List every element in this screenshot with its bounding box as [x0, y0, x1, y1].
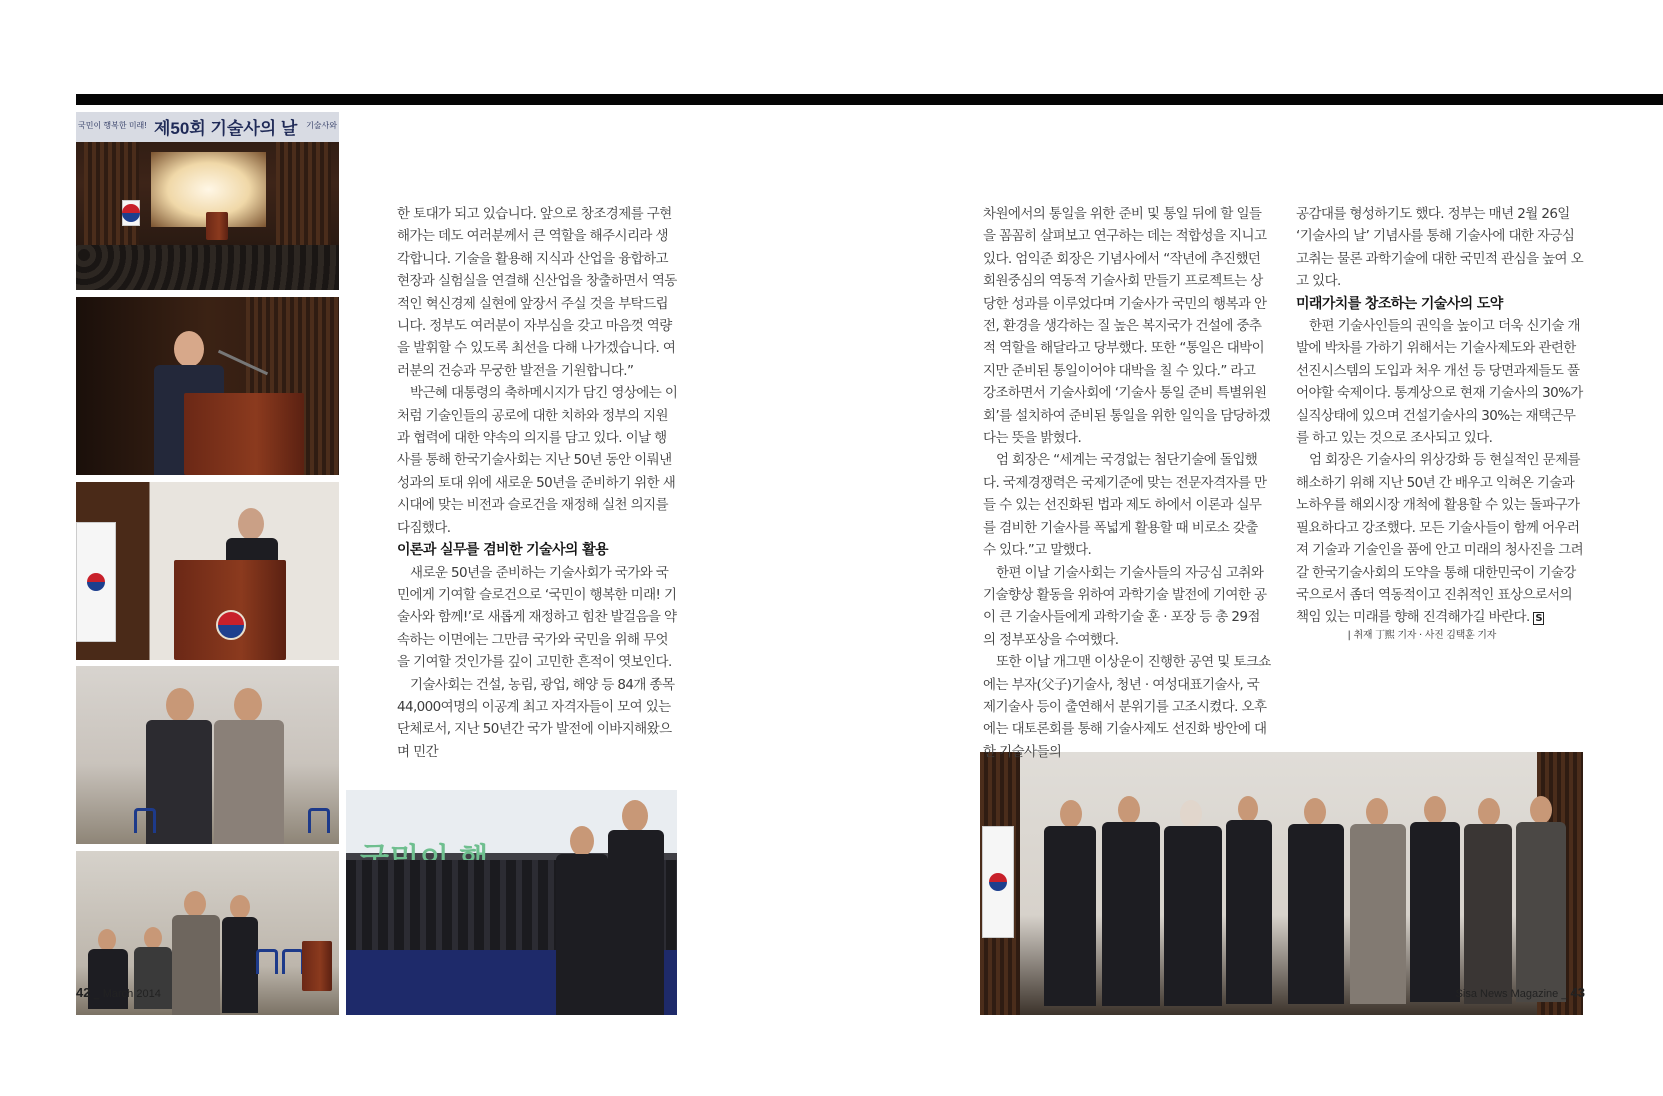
- panelist-suit: [88, 949, 128, 1009]
- speaker-head: [238, 508, 264, 540]
- paragraph: 한편 기술사인들의 권익을 높이고 더욱 신기술 개발에 박차를 가하기 위해서는 기술사제도와 관련한 선진시스템의 도입과 처우 개선 등 당면과제들도 풀어야할 숙제이다. 통계상으로 현재 기술사의 30%가 실직상태에 있으며 건설기술사의 30%는 재택근무를 하고 있는 것으로 조사되고 있다.: [1296, 318, 1583, 447]
- text-column-4: [1296, 203, 1584, 629]
- text-column-3: [983, 203, 1271, 763]
- paragraph: 한편 이날 기술사회는 기술사들의 자긍심 고취와 기술향상 활동을 위하여 과학기술 발전에 기여한 공이 큰 기술사들에게 과학기술 훈 · 포장 등 총 29점의 정부포상을 수여했다.: [983, 564, 1267, 648]
- folio-separator: _: [1561, 988, 1568, 1000]
- photo-ceremony-hall: [76, 112, 339, 290]
- head: [1118, 796, 1140, 824]
- photo-national-pledge: [346, 790, 677, 1015]
- banner-title: 제50회 기술사의 날: [154, 119, 298, 138]
- left-folio: [76, 985, 161, 1000]
- head: [1180, 800, 1202, 828]
- photo-group-stage: [980, 752, 1583, 1015]
- flag-icon: [982, 826, 1014, 938]
- host-head: [234, 688, 262, 722]
- top-rule: [76, 94, 1663, 105]
- official-suit: [608, 830, 664, 1015]
- speaker-head: [174, 331, 204, 367]
- head: [1530, 796, 1552, 824]
- paragraph-text: 엄 회장은 기술사의 위상강화 등 현실적인 문제를 해소하기 위해 지난 50년 간 배우고 익혀온 기술과 노하우를 해외시장 개척에 활용할 수 있는 돌파구가 필요하다고 강조했다. 모든 기술사들이 함께 어우러져 기술과 기술인을 품에 안고 미래의 청사진을 그려갈 한국기술사회의 도약을 통해 대한민국이 기술강국으로서 좀더 역동적이고 진취적인 표상으로서의 책임 있는 미래를 향해 진격해가길 바란다.: [1296, 452, 1584, 626]
- official-head: [622, 800, 648, 832]
- paragraph: 기술사회는 건설, 농림, 광업, 해양 등 84개 종목 44,000여명의 이공계 최고 자격자들이 모여 있는 단체로서, 지난 50년간 국가 발전에 이바지해왔으며 민간: [397, 676, 675, 760]
- section-heading: 미래가치를 창조하는 기술사의 도약: [1296, 295, 1503, 312]
- banner-left-fragment: 국민이 행복한 미래!: [78, 121, 147, 130]
- section-heading: 이론과 실무를 겸비한 기술사의 활용: [397, 542, 608, 559]
- chair: [282, 949, 304, 974]
- suit: [1044, 826, 1096, 1006]
- host-head: [230, 895, 250, 919]
- event-banner: [76, 112, 339, 142]
- flag-icon: [76, 522, 116, 642]
- panelist-head: [144, 927, 162, 949]
- right-folio: [1456, 985, 1585, 1000]
- photo-mc-duo: [76, 666, 339, 844]
- host-head: [184, 891, 206, 917]
- paragraph: 새로운 50년을 준비하는 기술사회가 국가와 국민에게 기여할 슬로건으로 ‘국민이 행복한 미래! 기술사와 함께!’로 새롭게 재정하고 힘찬 발걸음을 약속하는 이면에는 그만큼 국가와 국민을 위해 무엇을 기여할 것인가를 깊이 고민한 흔적이 엿보인다.: [397, 564, 677, 671]
- byline-credit: | 취재 丁熙 기자 · 사진 김택훈 기자: [1347, 630, 1496, 641]
- issue-date: March 2014: [102, 988, 161, 1000]
- end-mark: S: [1535, 613, 1542, 625]
- paragraph: 차원에서의 통일을 위한 준비 및 통일 뒤에 할 일들을 꼼꼼히 살펴보고 연구하는 데는 적합성을 지니고 있다. 엄익준 회장은 기념사에서 “작년에 추진했던 회원중심의 역동적 기술사회 만들기 프로젝트는 상당한 성과를 이루었다며 기술사가 국민의 행복과 안전, 환경을 생각하는 질 높은 복지국가 건설에 중추적 역할을 해달라고 당부했다. 또한 “통일은 대박이지만 준비된 통일이어야 대박을 칠 수 있다.” 라고 강조하면서 기술사회에 ‘기술사 통일 준비 특별위원회’를 설치하여 준비된 통일을 위한 일익을 담당하겠다는 뜻을 밝혔다.: [983, 206, 1271, 447]
- paragraph: 한 토대가 되고 있습니다. 앞으로 창조경제를 구현해가는 데도 여러분께서 큰 역할을 해주시리라 생각합니다. 기술을 활용해 지식과 산업을 융합하고 현장과 실험실을 연결해 신산업을 창출하면서 역동적인 혁신경제 실현에 앞장서 주실 것을 부탁드립니다. 정부도 여러분이 자부심을 갖고 마음껏 역량을 발휘할 수 있도록 최선을 다해 나가겠습니다. 여러분의 건승과 무궁한 발전을 기원합니다.”: [397, 206, 677, 379]
- page-number-right: 43: [1570, 985, 1585, 1000]
- suit: [1164, 826, 1222, 1006]
- paragraph: [1296, 449, 1584, 628]
- flag-icon: [122, 200, 140, 226]
- head: [1478, 798, 1500, 826]
- banner-right-fragment: 기술사와: [306, 121, 337, 130]
- chair: [308, 808, 330, 833]
- head: [1238, 796, 1258, 822]
- head: [1304, 798, 1326, 826]
- lectern: [184, 393, 304, 475]
- photo-podium-speaker-2: [76, 482, 339, 660]
- paragraph: 공감대를 형성하기도 했다. 정부는 매년 2월 26일 ‘기술사의 날’ 기념사를 통해 기술사에 대한 자긍심 고취는 물론 과학기술에 대한 국민적 관심을 높여 오고 있다.: [1296, 206, 1584, 290]
- paragraph: 엄 회장은 “세계는 국경없는 첨단기술에 돌입했다. 국제경쟁력은 국제기준에 맞는 전문자격자를 만들 수 있는 선진화된 법과 제도 하에서 이론과 실무를 겸비한 기술사를 폭넓게 활용할 때 비로소 갖출 수 있다.”고 말했다.: [983, 452, 1267, 559]
- page-number-left: 42: [76, 985, 91, 1000]
- host-suit: [214, 720, 284, 844]
- paragraph: 또한 이날 개그맨 이상운이 진행한 공연 및 토크쇼에는 부자(父子)기술사, 청년 · 여성대표기술사, 국제기술사 등이 출연해서 분위기를 고조시켰다. 오후에는 대토론회를 통해 기술사제도 선진화 방안에 대한 기술사들의: [983, 654, 1271, 760]
- host-suit: [172, 915, 220, 1015]
- official-suit: [556, 854, 608, 1015]
- lectern: [302, 941, 332, 991]
- official-head: [570, 826, 594, 856]
- suit: [1350, 824, 1406, 1004]
- host-suit: [222, 917, 258, 1013]
- paragraph: 박근혜 대통령의 축하메시지가 담긴 영상에는 이처럼 기술인들의 공로에 대한 치하와 정부의 지원과 협력에 대한 약속의 의지를 담고 있다. 이날 행사를 통해 한국기술사회는 지난 50년 동안 이뤄낸 성과의 토대 위에 새로운 50년을 준비하기 위한 새 시대에 맞는 비전과 슬로건을 재정해 실천 의지를 다짐했다.: [397, 385, 678, 536]
- head: [1366, 798, 1388, 826]
- suit: [1102, 822, 1160, 1006]
- chair: [256, 949, 278, 974]
- magazine-name: Sisa News Magazine: [1455, 988, 1559, 1000]
- suit: [1410, 822, 1460, 1002]
- text-column-1: [397, 203, 678, 763]
- chair: [134, 808, 156, 833]
- head: [1060, 800, 1082, 828]
- suit: [1226, 820, 1272, 1004]
- lectern: [206, 212, 228, 240]
- suit: [1516, 822, 1566, 1002]
- head: [1424, 796, 1446, 824]
- panelist-head: [98, 929, 116, 951]
- lectern-emblem: [216, 610, 246, 640]
- folio-separator: _: [93, 988, 100, 1000]
- suit: [1464, 824, 1512, 1004]
- photo-speaker-podium: [76, 297, 339, 475]
- suit: [1288, 824, 1344, 1004]
- audience: [76, 245, 339, 290]
- host-head: [166, 688, 194, 722]
